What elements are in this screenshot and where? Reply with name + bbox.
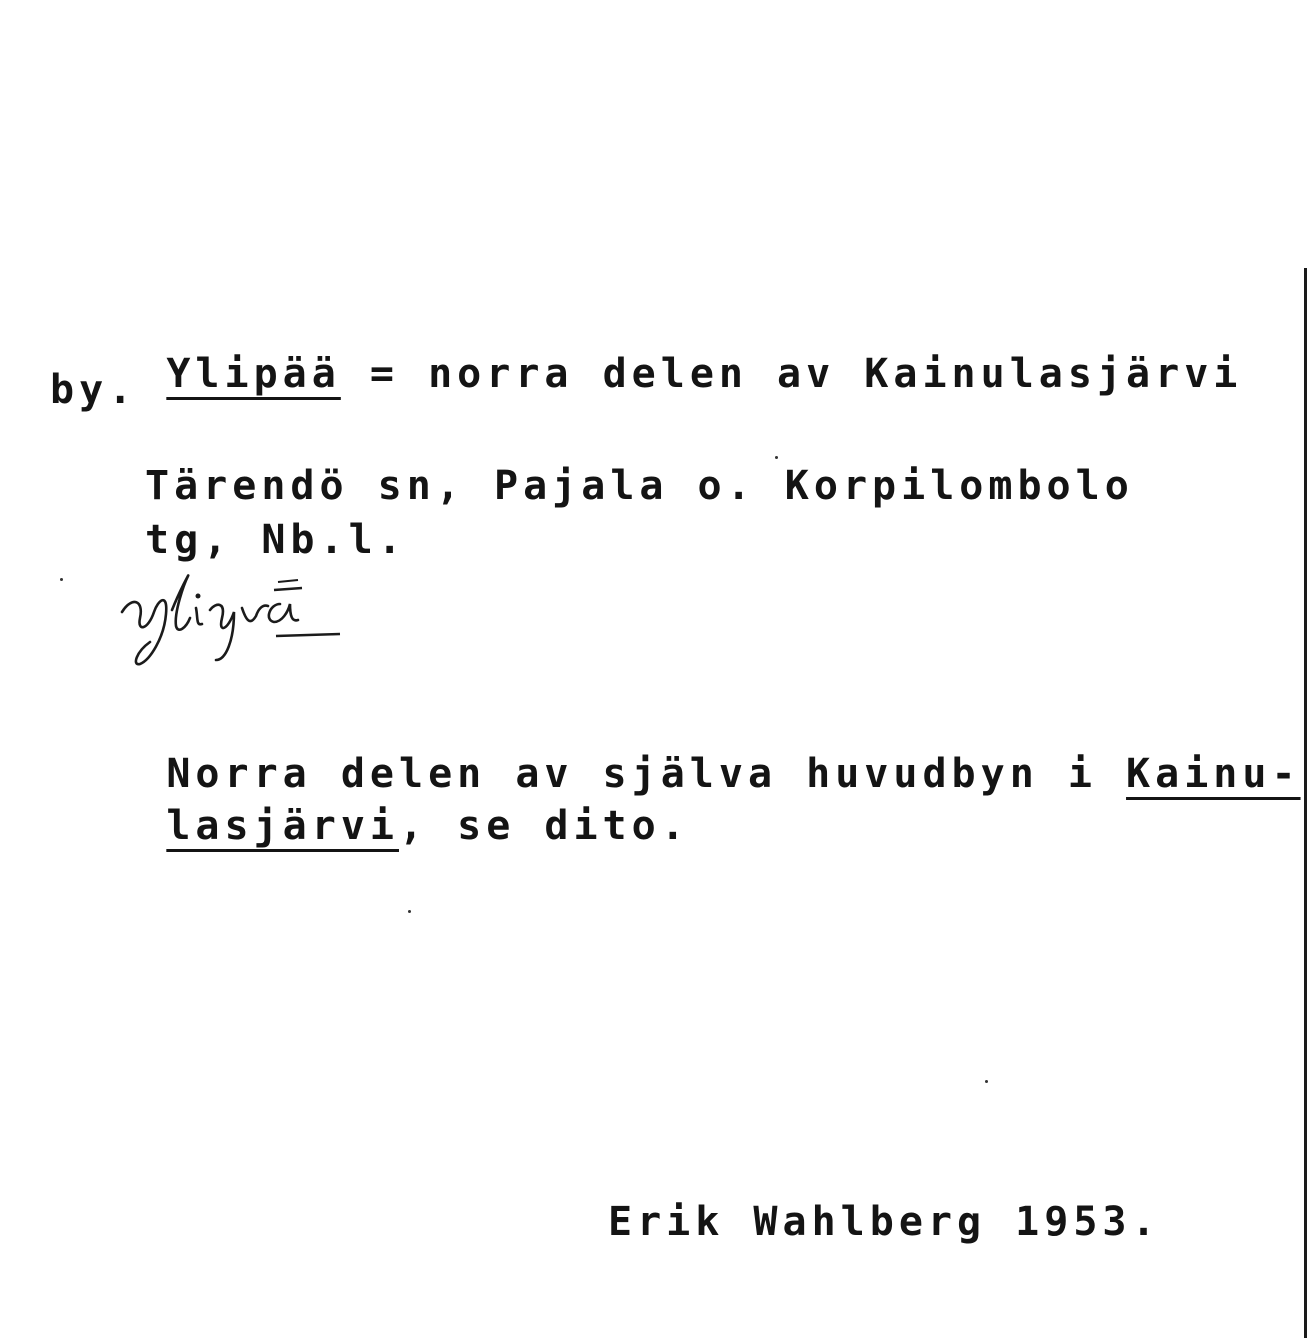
dust-speck xyxy=(985,1080,988,1083)
entry-line-1 xyxy=(50,314,1242,434)
dust-speck xyxy=(60,578,63,581)
author-signature: Erik Wahlberg 1953. xyxy=(608,1199,1161,1245)
definition-text: = norra delen av Kainulasjärvi xyxy=(340,351,1243,397)
reference-link-continued: lasjärvi xyxy=(166,803,399,849)
note-text: Norra delen av själva huvudbyn i xyxy=(166,751,1127,797)
note-text-rest: , se dito. xyxy=(398,803,690,849)
dust-speck xyxy=(408,910,411,913)
headword: Ylipää xyxy=(166,351,341,397)
card-edge-line xyxy=(1304,268,1307,1338)
location-line-1: Tärendö sn, Pajala o. Korpilombolo xyxy=(145,463,1134,509)
handwritten-form xyxy=(110,560,360,675)
dust-speck xyxy=(775,456,778,459)
reference-link: Kainu- xyxy=(1126,751,1301,797)
note-line-2 xyxy=(50,766,690,886)
entry-line-2: by. xyxy=(50,367,138,413)
location-line-2: tg, Nb.l. xyxy=(145,517,407,563)
